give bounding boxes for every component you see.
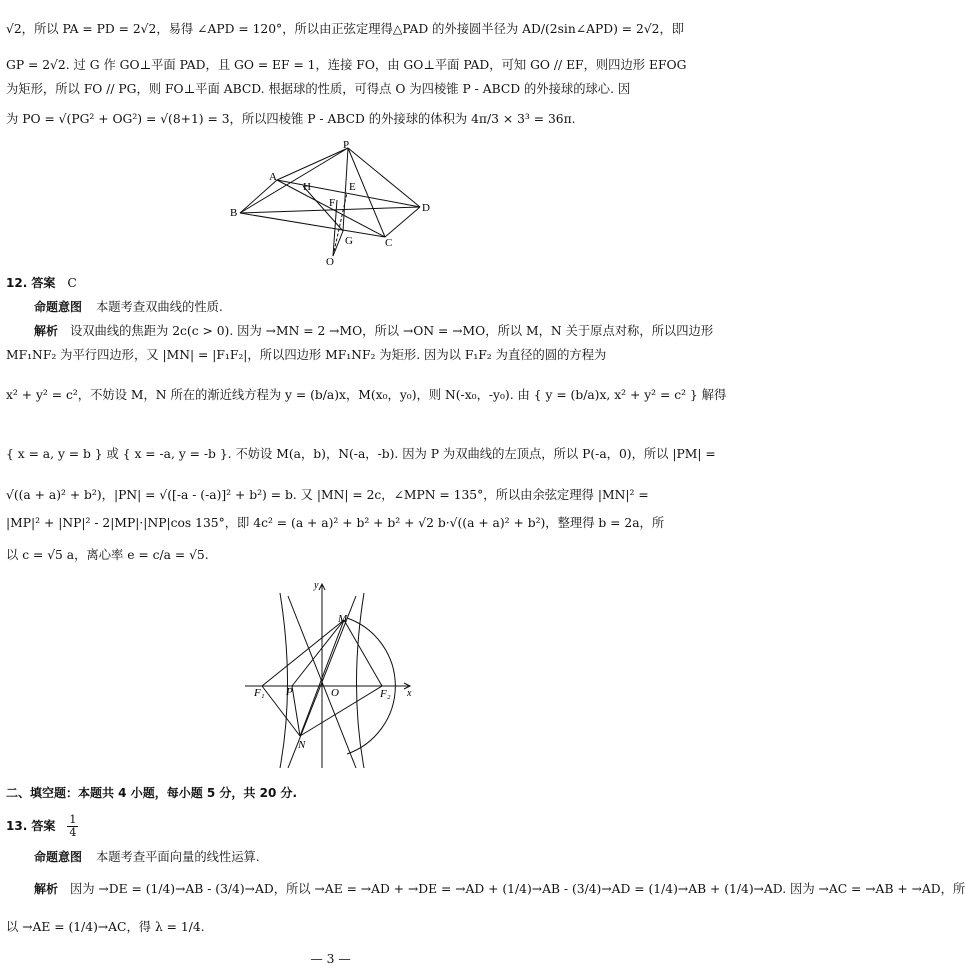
q13-analysis-line: 解析 因为 →DE = (1/4)→AB - (3/4)→AD，所以 →AE = →AD + →DE = →AD + (1/4)→AB - (3/4)→AD = (1/4)→AB + (1/4)→AD. 因为 →AC = →AB + →AD，所 bbox=[34, 882, 965, 896]
fig2-label: M bbox=[338, 613, 348, 625]
text-line: MF₁NF₂ 为平行四边形，又 |MN| = |F₁F₂|，所以四边形 MF₁NF₂ 为矩形. 因为以 F₁F₂ 为直径的圆的方程为 bbox=[6, 348, 607, 362]
q13-intent: 命题意图 本题考查平面向量的线性运算. bbox=[34, 850, 260, 864]
fig1-label: O bbox=[326, 256, 334, 268]
text-line: { x = a, y = b } 或 { x = -a, y = -b }. 不妨设 M(a，b)，N(-a，-b). 因为 P 为双曲线的左顶点，所以 P(-a，0)，所以 |PM| = bbox=[6, 447, 716, 461]
fig1-label: G bbox=[345, 235, 353, 247]
fig1-label: D bbox=[422, 202, 430, 214]
fig2-label: x bbox=[407, 688, 412, 699]
page-number: — 3 — bbox=[310, 952, 351, 966]
hyperbola-figure bbox=[240, 578, 420, 774]
text-line: 以 c = √5 a，离心率 e = c/a = √5. bbox=[6, 548, 209, 562]
fig1-label: E bbox=[349, 181, 356, 193]
fig2-label: P bbox=[286, 686, 293, 698]
section-heading: 二、填空题：本题共 4 小题，每小题 5 分，共 20 分. bbox=[6, 786, 298, 800]
fig1-label: H bbox=[303, 181, 311, 193]
q12-header: 12. 答案 C bbox=[6, 276, 77, 290]
fig2-label: O bbox=[331, 687, 339, 699]
text-line: √((a + a)² + b²)，|PN| = √([-a - (-a)]² + b²) = b. 又 |MN| = 2c，∠MPN = 135°，所以由余弦定理得 |MN|² = bbox=[6, 488, 649, 502]
fig2-label: y bbox=[314, 580, 319, 591]
text-line: 以 →AE = (1/4)→AC，得 λ = 1/4. bbox=[6, 920, 205, 934]
fig1-label: B bbox=[230, 207, 238, 219]
q12-analysis-line: 解析 设双曲线的焦距为 2c(c > 0). 因为 →MN = 2 →MO，所以 →ON = →MO，所以 M，N 关于原点对称，所以四边形 bbox=[34, 324, 714, 338]
fig1-label: P bbox=[343, 139, 350, 151]
text-line: 为矩形，所以 FO // PG，则 FO⊥平面 ABCD. 根据球的性质，可得点 O 为四棱锥 P - ABCD 的外接球的球心. 因 bbox=[6, 82, 631, 96]
fig1-label: F bbox=[329, 197, 336, 209]
q13-header: 13. 答案 $\frac{1}{4}$ bbox=[6, 813, 77, 839]
q12-intent: 命题意图 本题考查双曲线的性质. bbox=[34, 300, 223, 314]
q13-answer: $\frac{1}{4}$ bbox=[69, 813, 77, 839]
text-line: x² + y² = c²，不妨设 M，N 所在的渐近线方程为 y = (b/a)x，M(x₀，y₀)，则 N(-x₀，-y₀). 由 { y = (b/a)x, x² + y² = c² } 解得 bbox=[6, 388, 727, 402]
pyramid-figure bbox=[225, 138, 435, 268]
fig2-label: F₁ bbox=[254, 687, 265, 699]
fig1-label: A bbox=[269, 171, 277, 183]
text-line: 为 PO = √(PG² + OG²) = √(8+1) = 3，所以四棱锥 P - ABCD 的外接球的体积为 4π/3 × 3³ = 36π. bbox=[6, 112, 576, 126]
q12-answer: C bbox=[67, 276, 77, 290]
fig1-label: C bbox=[385, 237, 393, 249]
text-line: GP = 2√2. 过 G 作 GO⊥平面 PAD，且 GO = EF = 1，连接 FO，由 GO⊥平面 PAD，可知 GO // EF，则四边形 EFOG bbox=[6, 58, 687, 72]
fig2-label: N bbox=[298, 739, 306, 751]
text-line: |MP|² + |NP|² - 2|MP|·|NP|cos 135°，即 4c² = (a + a)² + b² + b² + √2 b·√((a + a)² + b²)，整理得 b = 2a，所 bbox=[6, 516, 665, 530]
text-line: √2，所以 PA = PD = 2√2，易得 ∠APD = 120°，所以由正弦定理得△PAD 的外接圆半径为 AD/(2sin∠APD) = 2√2，即 bbox=[6, 22, 685, 36]
fig2-label: F₂ bbox=[380, 688, 391, 700]
